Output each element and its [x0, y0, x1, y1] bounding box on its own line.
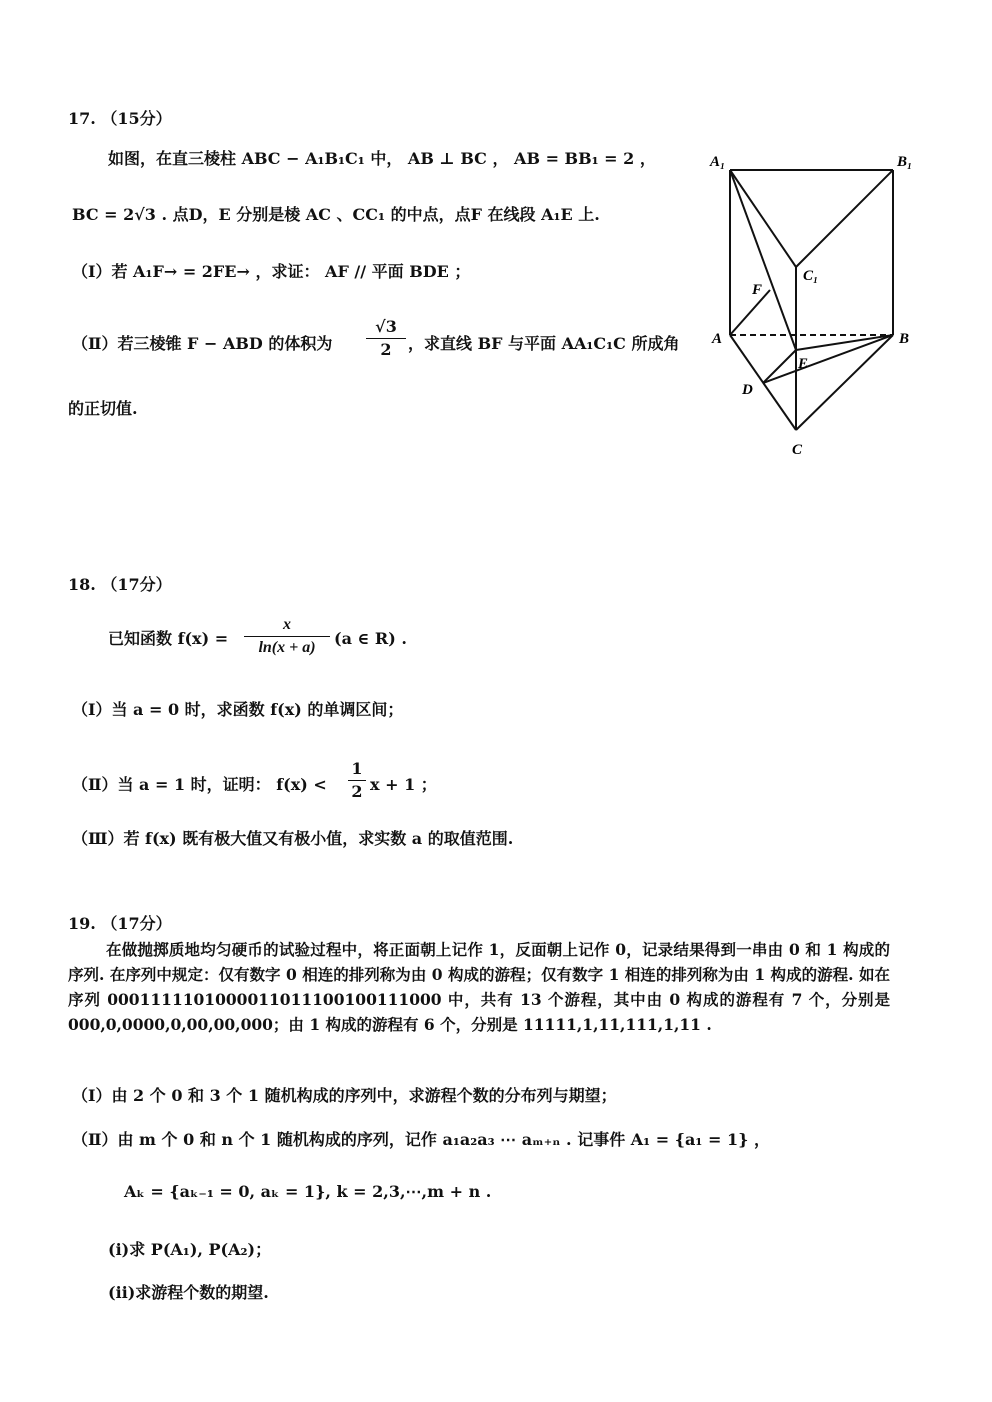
q17-part2-text-b: ，求直线 BF 与平面 AA₁C₁C 所成角: [408, 334, 680, 353]
prism-figure: [700, 140, 930, 470]
q18-function-fraction: [244, 614, 330, 659]
q17-part1: （Ⅰ）若 A₁F→ = 2FE→ ，求证： AF // 平面 BDE ；: [72, 262, 471, 281]
edge-b1c1: [796, 170, 893, 267]
q18-stem-a: 已知函数 f(x) =: [108, 629, 229, 648]
segment-db: [763, 335, 893, 383]
q18-header: 18. （17分）: [68, 575, 172, 594]
q17-part2-text-c: 的正切值.: [68, 399, 138, 418]
fraction-numerator: 1: [348, 758, 366, 781]
q17-volume-fraction: [366, 316, 406, 361]
q18-part3: （Ⅲ）若 f(x) 既有极大值又有极小值，求实数 a 的取值范围.: [72, 829, 514, 848]
segment-de: [763, 350, 796, 383]
q18-half-fraction: [348, 758, 366, 803]
segment-eb: [796, 335, 893, 350]
q19-sub-i: (ⅰ)求 P(A₁), P(A₂)；: [108, 1240, 272, 1259]
q17-part2-text-a: （Ⅱ）若三棱锥 F − ABD 的体积为: [72, 334, 333, 353]
label-c1: C₁: [803, 268, 819, 284]
q17-stem-line2: BC = 2√3 . 点D，E 分别是棱 AC 、CC₁ 的中点，点F 在线段 A₁E 上.: [72, 205, 600, 224]
q19-header: 19. （17分）: [68, 914, 172, 933]
fraction-denominator: 2: [380, 340, 392, 359]
q17-header: 17. （15分）: [68, 109, 172, 128]
q18-part2-b: x + 1 ；: [370, 775, 437, 794]
q19-part2-a: （Ⅱ）由 m 个 0 和 n 个 1 随机构成的序列，记作 a₁a₂a₃ ⋯ aₘ₊ₙ . 记事件 A₁ = {a₁ = 1} ，: [72, 1130, 770, 1149]
label-f: F: [752, 282, 763, 298]
fraction-numerator: √3: [366, 316, 406, 339]
q18-stem-b: (a ∈ R) .: [334, 629, 407, 648]
q19-part2-b: Aₖ = {aₖ₋₁ = 0, aₖ = 1}, k = 2,3,⋯,m + n .: [124, 1182, 492, 1201]
label-d: D: [742, 382, 753, 398]
q18-part2-a: （Ⅱ）当 a = 1 时，证明： f(x) <: [72, 775, 327, 794]
fraction-denominator: ln(x + a): [258, 639, 316, 656]
label-b: B: [899, 331, 910, 347]
fraction-numerator: x: [244, 614, 330, 637]
edge-a1c1: [730, 170, 796, 267]
label-c: C: [792, 442, 803, 458]
q17-stem-line1: 如图，在直三棱柱 ABC − A₁B₁C₁ 中， AB ⊥ BC ， AB = BB₁ = 2 ，: [108, 149, 656, 168]
q19-stem: 在做抛掷质地均匀硬币的试验过程中，将正面朝上记作 1，反面朝上记作 0，记录结果得到一串由 0 和 1 构成的序列. 在序列中规定：仅有数字 0 相连的排列称为由 0 构成的游程；仅有数字 1 相连的排列称为由 1 构成的游程. 如在序列 0001111101000011011100100111000 中，共有 13 个游程，其中由 0 构成的游程有 7 个，分别是 000,0,0000,0,00,00,000；由 1 构成的游程有 6 个，分别是 11111,1,11,111,1,11 .: [68, 940, 890, 1034]
label-e: E: [798, 356, 809, 372]
q18-part1: （Ⅰ）当 a = 0 时，求函数 f(x) 的单调区间；: [72, 700, 404, 719]
fraction-denominator: 2: [351, 782, 363, 801]
q19-sub-ii: (ⅱ)求游程个数的期望.: [108, 1283, 269, 1302]
label-a: A: [712, 331, 723, 347]
label-a1: A₁: [710, 154, 726, 170]
label-b1: B₁: [897, 154, 913, 170]
edge-bc: [796, 335, 893, 430]
segment-af: [730, 290, 770, 335]
q19-part1: （Ⅰ）由 2 个 0 和 3 个 1 随机构成的序列中，求游程个数的分布列与期望；: [72, 1086, 617, 1105]
